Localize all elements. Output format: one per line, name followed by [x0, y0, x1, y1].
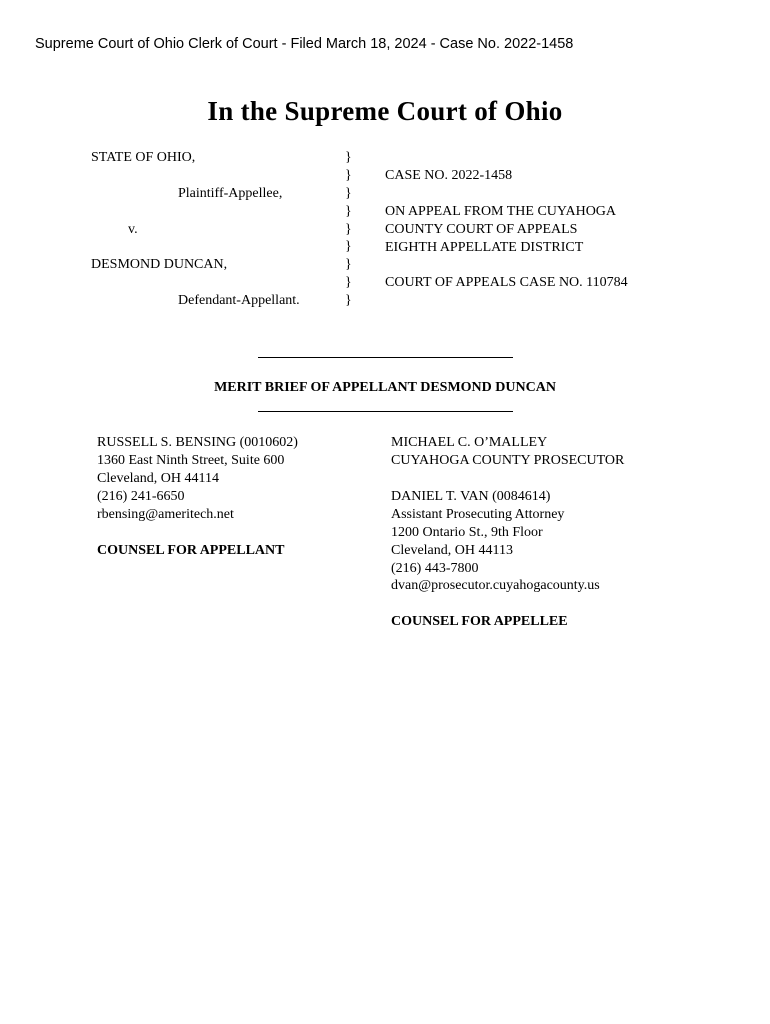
appellee-counsel-block — [391, 488, 600, 595]
versus: v. — [128, 222, 138, 237]
appeal-line: EIGHTH APPELLATE DISTRICT — [385, 239, 584, 255]
counsel-name: RUSSELL S. BENSING (0010602) — [97, 435, 298, 450]
court-title: In the Supreme Court of Ohio — [207, 96, 563, 126]
caption-brace: } — [345, 203, 352, 219]
case-number: CASE NO. 2022-1458 — [385, 168, 513, 183]
appellee-prosecutor-block — [391, 434, 624, 470]
caption-brace: } — [345, 167, 352, 183]
caption-brace: } — [345, 239, 352, 255]
appellee-counsel-label: COUNSEL FOR APPELLEE — [391, 614, 568, 629]
title-rule-bottom — [258, 411, 513, 412]
counsel-phone: (216) 241-6650 — [97, 488, 185, 504]
defendant-name: DESMOND DUNCAN, — [91, 257, 228, 272]
caption-brace: } — [345, 150, 352, 165]
counsel-phone: (216) 443-7800 — [391, 560, 479, 576]
counsel-address: 1360 East Ninth Street, Suite 600 — [97, 452, 285, 468]
caption-brace: } — [345, 257, 352, 273]
plaintiff-role: Plaintiff-Appellee, — [178, 186, 283, 201]
counsel-email: dvan@prosecutor.cuyahogacounty.us — [391, 578, 600, 594]
prosecutor-office: CUYAHOGA COUNTY PROSECUTOR — [391, 452, 625, 468]
appeals-case-number: COURT OF APPEALS CASE NO. 110784 — [385, 275, 628, 290]
title-rule-top — [258, 357, 513, 358]
prosecutor-name: MICHAEL C. O’MALLEY — [391, 435, 548, 450]
appellant-counsel-label: COUNSEL FOR APPELLANT — [97, 543, 285, 558]
plaintiff-name: STATE OF OHIO, — [91, 150, 196, 165]
counsel-title: Assistant Prosecuting Attorney — [391, 506, 565, 522]
appeal-line: ON APPEAL FROM THE CUYAHOGA — [385, 204, 617, 219]
counsel-name: DANIEL T. VAN (0084614) — [391, 489, 551, 504]
filing-header: Supreme Court of Ohio Clerk of Court - Filed March 18, 2024 - Case No. 2022-1458 — [35, 36, 574, 52]
appellant-counsel-block — [97, 434, 298, 523]
caption-brace: } — [345, 275, 352, 291]
caption-brace: } — [345, 185, 352, 201]
appeal-line: COUNTY COURT OF APPEALS — [385, 221, 578, 237]
caption-brace: } — [345, 293, 352, 309]
defendant-role: Defendant-Appellant. — [178, 293, 300, 308]
counsel-address: Cleveland, OH 44113 — [391, 542, 513, 558]
brief-title: MERIT BRIEF OF APPELLANT DESMOND DUNCAN — [214, 380, 556, 395]
appeal-origin — [385, 203, 616, 257]
caption-brace: } — [345, 221, 352, 237]
caption-brace-column — [345, 149, 355, 310]
counsel-email: rbensing@ameritech.net — [97, 506, 234, 522]
counsel-address: Cleveland, OH 44114 — [97, 470, 219, 486]
counsel-address: 1200 Ontario St., 9th Floor — [391, 524, 543, 540]
